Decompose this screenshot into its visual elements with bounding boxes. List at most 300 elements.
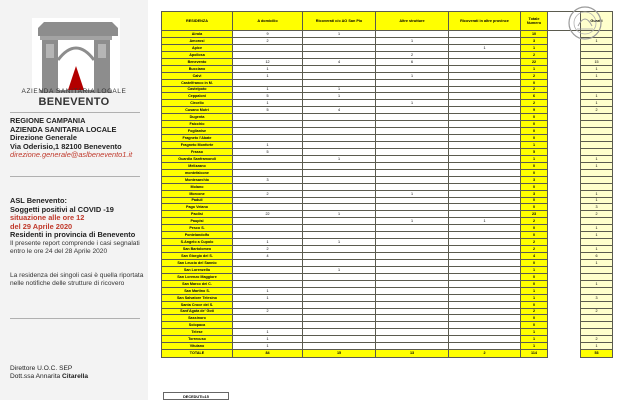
cell-san-pio	[303, 142, 376, 149]
cell-altre-province	[449, 232, 521, 239]
cell-spacer	[548, 218, 581, 225]
cell-altre-strutture	[376, 287, 449, 294]
cell-spacer	[548, 107, 581, 114]
cell-guariti: 1	[581, 190, 613, 197]
cell-altre-strutture: 6	[376, 58, 449, 65]
cell-altre-strutture	[376, 44, 449, 51]
cell-spacer	[548, 315, 581, 322]
cell-residenza: Castelfranco in M.	[162, 79, 233, 86]
cell-residenza: Circello	[162, 100, 233, 107]
report-note: Il presente report comprende i casi segnalati entro le ore 24 del 28 Aprile 2020	[10, 240, 140, 256]
cell-spacer	[548, 51, 581, 58]
cell-domicilio	[233, 44, 303, 51]
cell-guariti: 1	[581, 225, 613, 232]
table-row	[162, 232, 613, 239]
header-san-pio: Ricoverati c/o AO San Pio	[303, 12, 376, 31]
cell-residenza: Castelpoto	[162, 86, 233, 93]
cell-san-pio	[303, 232, 376, 239]
cell-spacer	[548, 169, 581, 176]
totals-row	[162, 350, 613, 358]
cell-residenza: Torrecuso	[162, 336, 233, 343]
cell-guariti: 1	[581, 232, 613, 239]
cell-spacer	[548, 44, 581, 51]
sidebar	[0, 0, 148, 400]
cell-spacer	[548, 93, 581, 100]
table-row	[162, 343, 613, 350]
table-row	[162, 315, 613, 322]
cell-altre-province	[449, 190, 521, 197]
cell-san-pio: 1	[303, 93, 376, 100]
table-row	[162, 336, 613, 343]
cell-residenza: Guardia Sanframondi	[162, 155, 233, 162]
bulletin-subtitle: Soggetti positivi al COVID -19	[10, 204, 114, 214]
cell-altre-province	[449, 31, 521, 38]
cell-domicilio	[233, 218, 303, 225]
cell-guariti	[581, 51, 613, 58]
cell-guariti: 1	[581, 197, 613, 204]
cell-domicilio	[233, 301, 303, 308]
cell-guariti: 1	[581, 343, 613, 350]
cell-spacer	[548, 211, 581, 218]
cell-residenza: Pontelandolfo	[162, 232, 233, 239]
cell-spacer	[548, 86, 581, 93]
cell-san-pio	[303, 287, 376, 294]
cell-altre-province	[449, 155, 521, 162]
cell-altre-strutture	[376, 114, 449, 121]
cell-altre-province: 1	[449, 44, 521, 51]
table-row	[162, 308, 613, 315]
cell-spacer	[548, 322, 581, 329]
cell-altre-province	[449, 135, 521, 142]
cell-spacer	[548, 142, 581, 149]
cell-altre-strutture	[376, 239, 449, 246]
cell-domicilio: 1	[233, 287, 303, 294]
cell-altre-strutture	[376, 65, 449, 72]
cell-residenza: Foglianise	[162, 128, 233, 135]
table-row	[162, 162, 613, 169]
table-row	[162, 107, 613, 114]
cell-residenza: San Lorenzello	[162, 266, 233, 273]
table-row	[162, 114, 613, 121]
cell-san-pio	[303, 280, 376, 287]
cell-spacer	[548, 58, 581, 65]
cell-residenza: Paduli	[162, 197, 233, 204]
cell-residenza: Apollosa	[162, 51, 233, 58]
cell-domicilio: 2	[233, 246, 303, 253]
cell-guariti: 6	[581, 253, 613, 260]
bulletin-title: ASL Benevento:	[10, 196, 67, 205]
table-row	[162, 197, 613, 204]
cell-domicilio	[233, 204, 303, 211]
cell-spacer	[548, 65, 581, 72]
cell-residenza: San Giorgio del S.	[162, 253, 233, 260]
cell-san-pio	[303, 176, 376, 183]
cell-altre-province	[449, 79, 521, 86]
cell-domicilio	[233, 135, 303, 142]
cell-spacer	[548, 162, 581, 169]
cell-guariti: 1	[581, 246, 613, 253]
cell-domicilio: 3	[233, 176, 303, 183]
cell-guariti	[581, 44, 613, 51]
cell-residenza: Fragneto Monforte	[162, 142, 233, 149]
table-row	[162, 280, 613, 287]
cell-spacer	[548, 183, 581, 190]
totals-domicilio: 84	[233, 350, 303, 358]
cell-domicilio: 5	[233, 148, 303, 155]
table-row	[162, 218, 613, 225]
cell-guariti	[581, 79, 613, 86]
table-row	[162, 37, 613, 44]
cell-san-pio	[303, 329, 376, 336]
cell-san-pio	[303, 135, 376, 142]
cell-san-pio	[303, 65, 376, 72]
cell-residenza: Apice	[162, 44, 233, 51]
divider	[10, 318, 140, 319]
cell-altre-province	[449, 287, 521, 294]
cell-totale: 2	[521, 239, 548, 246]
totals-label: TOTALE	[162, 350, 233, 358]
cell-spacer	[548, 273, 581, 280]
cell-residenza: S.Angelo a Cupolo	[162, 239, 233, 246]
cell-totale: 3	[521, 190, 548, 197]
cell-altre-strutture	[376, 183, 449, 190]
cell-domicilio: 22	[233, 211, 303, 218]
table-row	[162, 225, 613, 232]
cell-spacer	[548, 79, 581, 86]
cell-domicilio: 9	[233, 31, 303, 38]
cell-san-pio	[303, 183, 376, 190]
cell-guariti: 15	[581, 58, 613, 65]
cell-domicilio	[233, 114, 303, 121]
cell-altre-strutture	[376, 211, 449, 218]
cell-altre-province	[449, 329, 521, 336]
cell-san-pio: 1	[303, 86, 376, 93]
cell-altre-strutture: 1	[376, 37, 449, 44]
cell-altre-strutture: 1	[376, 72, 449, 79]
cell-totale: 3	[521, 37, 548, 44]
table-row	[162, 44, 613, 51]
cell-totale: 1	[521, 294, 548, 301]
cell-guariti: 1	[581, 155, 613, 162]
header-altre-province: Ricoverati in altre province	[449, 12, 521, 31]
cell-san-pio	[303, 190, 376, 197]
logo-line2: BENEVENTO	[38, 96, 110, 108]
cell-domicilio: 1	[233, 100, 303, 107]
cell-altre-province	[449, 65, 521, 72]
totals-san-pio: 15	[303, 350, 376, 358]
cell-residenza: Faicchio	[162, 121, 233, 128]
table-row	[162, 259, 613, 266]
cell-residenza: Pesco S.	[162, 225, 233, 232]
cell-totale: 2	[521, 51, 548, 58]
cell-altre-strutture	[376, 107, 449, 114]
cell-altre-province	[449, 121, 521, 128]
cell-residenza: Melizzano	[162, 162, 233, 169]
cell-san-pio	[303, 51, 376, 58]
cell-altre-strutture	[376, 329, 449, 336]
cell-domicilio: 1	[233, 65, 303, 72]
cell-residenza: Frasso	[162, 148, 233, 155]
table-row	[162, 86, 613, 93]
cell-san-pio: 1	[303, 31, 376, 38]
cell-totale: 0	[521, 225, 548, 232]
cell-guariti	[581, 176, 613, 183]
cell-altre-strutture	[376, 225, 449, 232]
divider	[10, 176, 140, 177]
cell-spacer	[548, 190, 581, 197]
cell-totale: 1	[521, 142, 548, 149]
totals-totale: 114	[521, 350, 548, 358]
table-row	[162, 51, 613, 58]
bulletin-date: del 29 Aprile 2020	[10, 221, 73, 231]
cell-totale: 0	[521, 280, 548, 287]
cell-altre-province	[449, 315, 521, 322]
cell-domicilio	[233, 79, 303, 86]
residence-note: La residenza dei singoli casi è quella riportata nelle notifiche delle strutture di ricovero	[10, 272, 144, 288]
cell-residenza: Santa Croce del S.	[162, 301, 233, 308]
cell-domicilio	[233, 273, 303, 280]
cell-san-pio	[303, 204, 376, 211]
cell-altre-strutture	[376, 232, 449, 239]
cell-altre-strutture	[376, 197, 449, 204]
cell-guariti: 3	[581, 294, 613, 301]
cell-san-pio	[303, 294, 376, 301]
cell-domicilio: 4	[233, 253, 303, 260]
table-row	[162, 322, 613, 329]
cell-altre-strutture	[376, 266, 449, 273]
cell-domicilio	[233, 197, 303, 204]
cell-guariti: 1	[581, 37, 613, 44]
cell-domicilio: 1	[233, 142, 303, 149]
table-row	[162, 190, 613, 197]
cell-altre-strutture	[376, 301, 449, 308]
table-row	[162, 239, 613, 246]
cell-totale: 1	[521, 266, 548, 273]
cell-domicilio: 12	[233, 58, 303, 65]
cell-spacer	[548, 204, 581, 211]
cell-totale: 0	[521, 315, 548, 322]
cell-residenza: Solopaca	[162, 322, 233, 329]
cell-totale: 5	[521, 148, 548, 155]
covid-cases-table	[161, 11, 613, 358]
cell-guariti	[581, 169, 613, 176]
cell-residenza: San Bartolomeo	[162, 246, 233, 253]
email-link[interactable]: direzione.generale@aslbenevento1.it	[10, 150, 133, 160]
cell-spacer	[548, 287, 581, 294]
cell-spacer	[548, 253, 581, 260]
cell-guariti: 2	[581, 308, 613, 315]
cell-totale: 0	[521, 121, 548, 128]
cell-san-pio	[303, 315, 376, 322]
cell-residenza: Airola	[162, 31, 233, 38]
cell-domicilio: 1	[233, 239, 303, 246]
cell-domicilio: 1	[233, 343, 303, 350]
cell-residenza: Calvi	[162, 72, 233, 79]
cell-altre-strutture	[376, 148, 449, 155]
cell-guariti: 1	[581, 259, 613, 266]
cell-san-pio	[303, 225, 376, 232]
cell-san-pio	[303, 343, 376, 350]
cell-residenza: Amorosi	[162, 37, 233, 44]
cell-totale: 0	[521, 128, 548, 135]
cell-altre-province	[449, 301, 521, 308]
cell-totale: 10	[521, 31, 548, 38]
cell-spacer	[548, 259, 581, 266]
table-row	[162, 128, 613, 135]
cell-spacer	[548, 232, 581, 239]
cell-altre-province	[449, 183, 521, 190]
cell-altre-strutture: 1	[376, 190, 449, 197]
divider	[10, 112, 140, 113]
table-row	[162, 183, 613, 190]
cell-totale: 1	[521, 343, 548, 350]
cell-guariti	[581, 301, 613, 308]
cell-altre-province	[449, 93, 521, 100]
cell-spacer	[548, 246, 581, 253]
cell-guariti	[581, 128, 613, 135]
cell-altre-province	[449, 204, 521, 211]
cell-altre-strutture	[376, 155, 449, 162]
cell-residenza: Ceppaloni	[162, 93, 233, 100]
cell-altre-strutture	[376, 204, 449, 211]
cell-altre-strutture	[376, 135, 449, 142]
bulletin-block	[10, 197, 146, 240]
cell-guariti: 1	[581, 72, 613, 79]
cell-residenza: Telese	[162, 329, 233, 336]
cell-totale: 23	[521, 211, 548, 218]
cell-altre-province	[449, 114, 521, 121]
cell-altre-province	[449, 100, 521, 107]
totals-spacer	[548, 350, 581, 358]
signature-office: Direttore U.O.C. SEP	[10, 365, 73, 372]
cell-altre-strutture	[376, 315, 449, 322]
cell-spacer	[548, 266, 581, 273]
cell-altre-province	[449, 259, 521, 266]
cell-guariti	[581, 218, 613, 225]
cell-residenza: Sassinoro	[162, 315, 233, 322]
cell-totale: 0	[521, 162, 548, 169]
cell-domicilio: 5	[233, 107, 303, 114]
cell-san-pio: 4	[303, 107, 376, 114]
cell-domicilio	[233, 162, 303, 169]
cell-domicilio: 1	[233, 294, 303, 301]
table-row	[162, 176, 613, 183]
cell-spacer	[548, 72, 581, 79]
cell-residenza: Dugenta	[162, 114, 233, 121]
cell-totale: 2	[521, 246, 548, 253]
header-domicilio: A domicilio	[233, 12, 303, 31]
cell-altre-province: 1	[449, 218, 521, 225]
table-row	[162, 169, 613, 176]
cell-residenza: Cusano Mutri	[162, 107, 233, 114]
cell-san-pio	[303, 259, 376, 266]
cell-guariti	[581, 287, 613, 294]
cell-san-pio	[303, 114, 376, 121]
cell-domicilio: 1	[233, 72, 303, 79]
cell-residenza: Fragneto l'Abate	[162, 135, 233, 142]
cell-totale: 1	[521, 336, 548, 343]
cell-san-pio	[303, 197, 376, 204]
cell-domicilio	[233, 51, 303, 58]
cell-totale: 2	[521, 86, 548, 93]
table-row	[162, 121, 613, 128]
cell-totale: 0	[521, 259, 548, 266]
cell-altre-strutture	[376, 31, 449, 38]
cell-residenza: San Martino S.	[162, 287, 233, 294]
table-row	[162, 211, 613, 218]
table-row	[162, 58, 613, 65]
cell-spacer	[548, 114, 581, 121]
address: Via Oderisio,1 82100 Benevento	[10, 141, 122, 151]
cell-san-pio	[303, 336, 376, 343]
header-totale: Totale Numero	[521, 12, 548, 31]
cell-spacer	[548, 100, 581, 107]
totals-guariti: 53	[581, 350, 613, 358]
cell-domicilio: 2	[233, 37, 303, 44]
cell-altre-strutture: 2	[376, 51, 449, 58]
logo-line1: AZIENDA SANITARIA LOCALE	[21, 88, 127, 95]
cell-residenza: Sant'Agata de' Goti	[162, 308, 233, 315]
cell-altre-strutture	[376, 121, 449, 128]
cell-san-pio	[303, 100, 376, 107]
cell-guariti: 1	[581, 280, 613, 287]
cell-guariti	[581, 315, 613, 322]
cell-totale: 2	[521, 100, 548, 107]
cell-totale: 0	[521, 322, 548, 329]
cell-residenza: San Leucio del Sannio	[162, 259, 233, 266]
cell-altre-strutture: 1	[376, 100, 449, 107]
table-row	[162, 301, 613, 308]
cell-san-pio	[303, 322, 376, 329]
cell-domicilio	[233, 183, 303, 190]
cell-san-pio: 1	[303, 239, 376, 246]
cell-guariti	[581, 266, 613, 273]
table-row	[162, 142, 613, 149]
cell-domicilio	[233, 280, 303, 287]
cell-residenza: San Lorenzo Maggiore	[162, 273, 233, 280]
cell-residenza: Paolisi	[162, 211, 233, 218]
cell-totale: 4	[521, 253, 548, 260]
cell-san-pio	[303, 308, 376, 315]
region: REGIONE CAMPANIA	[10, 116, 86, 125]
cell-san-pio: 4	[303, 58, 376, 65]
cell-altre-strutture	[376, 336, 449, 343]
cell-totale: 9	[521, 107, 548, 114]
cell-altre-province	[449, 148, 521, 155]
cell-altre-strutture: 1	[376, 218, 449, 225]
cell-san-pio	[303, 162, 376, 169]
cell-spacer	[548, 343, 581, 350]
cell-san-pio	[303, 246, 376, 253]
cell-san-pio	[303, 169, 376, 176]
cell-spacer	[548, 336, 581, 343]
cell-totale: 2	[521, 218, 548, 225]
cell-altre-province	[449, 142, 521, 149]
cell-san-pio	[303, 79, 376, 86]
cell-spacer	[548, 155, 581, 162]
cell-guariti	[581, 273, 613, 280]
cell-san-pio	[303, 44, 376, 51]
cell-altre-province	[449, 280, 521, 287]
cell-altre-strutture	[376, 322, 449, 329]
cell-altre-province	[449, 197, 521, 204]
cell-domicilio: 1	[233, 336, 303, 343]
bulletin-situation: situazione alle ore 12	[10, 213, 85, 223]
cell-domicilio: 1	[233, 329, 303, 336]
table-row	[162, 273, 613, 280]
table-row	[162, 79, 613, 86]
table-row	[162, 65, 613, 72]
